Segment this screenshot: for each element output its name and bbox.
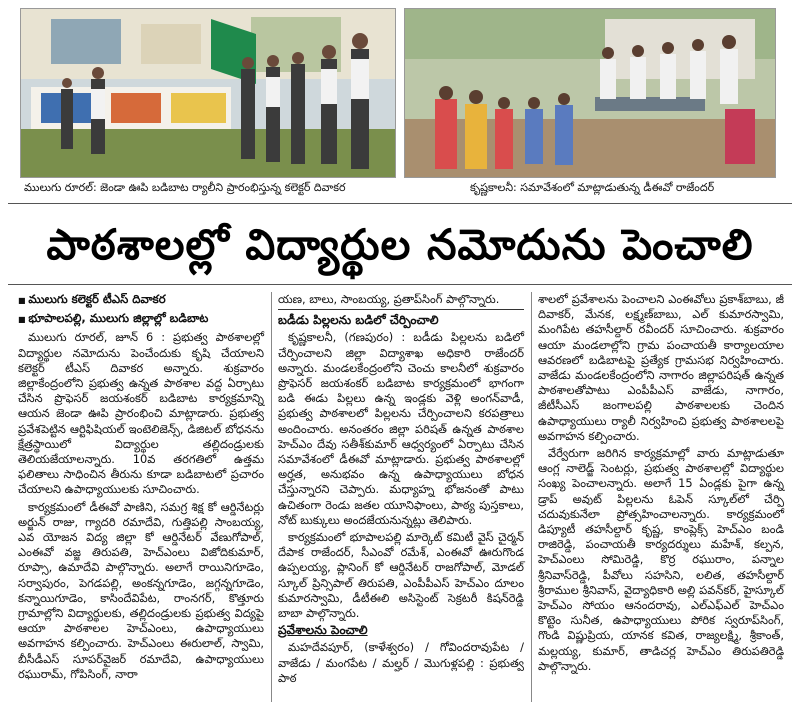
subheading: బడీడు పిల్లలను బడిలో చేర్పించాలి xyxy=(278,309,524,328)
subheading: ప్రవేశాలను పెంచాలి xyxy=(278,623,368,638)
paragraph: కార్యక్రమంలో డీఈవో పాణిని, సమగ్ర శిక్ష కో ఆర్డినేటర్లు అర్జున్‌ రాజు, గ్యాదరి రమాదేవి, గుత్తిపల్లి సాంబయ్య, ఎవ యోజన విద్య జిల్లా కో ఆర్డినేటర్‌ వేణుగోపాల్‌, ఎంఈవో వజ్జ తిరుపతి, హెచ్‌ఎంలు విజోదికుమార్‌, రూప్సా, ఉమాదేవి పాల్గొన్నారు. అలాగే రాయినిగూడెం, సర్వాపురం, పెగడపల్లి, అంకన్నగూడెం, జగ్గన్నగూడెం, కన్నాయిగూడెం, కాసిందేవిపేట, రాంనగర్‌, కొత్తూరు గ్రామాల్లోని విద్యార్థులకు, తల్లిదండ్రులకు ప్రభుత్వ విద్యపై ఆయా పాఠశాలల హెచ్‌ఎంలు, ఉపాధ్యాయులు అవగాహన కల్పించారు. హెచ్‌ఎంలు ఈరులాల్‌, స్వామి, బీసీడీఎస్‌ సూపర్‌వైజర్‌ రమాదేవి, ఉపాధ్యాయులు రఘురామ్‌, గోపిసింగ్‌, నారా xyxy=(18,499,264,681)
photo-rally xyxy=(20,8,396,178)
paragraph: కృష్ణకాలనీ, (గణపురం) : బడీడు పిల్లలను బడిలో చేర్పించాలని జిల్లా విద్యాశాఖ అధికారి రాజేందర్‌ అన్నారు. మండలకేంద్రంలోని చెంచు కాలనీలో శుక్రవారం ప్రొఫెసర్‌ జయశంకర్‌ బడిబాట కార్యక్రమంలో భాగంగా బడి ఈడు పిల్లలు ఉన్న ఇండ్లకు వెళ్లి అంగన్‌వాడీ, ప్రభుత్వ పాఠశాలలో పిల్లలను చేర్పించాలని కరపత్రాలు అందించారు. అనంతరం జిల్లా పరిషత్‌ ఉన్నత పాఠశాల హెచ్‌ఎం దేవు సతీశ్‌కుమార్‌ ఆధ్వర్యంలో ఏర్పాటు చేసిన సమావేశంలో డీఈవో మాట్లాడారు. ప్రభుత్వ పాఠశాలల్లో అర్హత, అనుభవం ఉన్న ఉపాధ్యాయులు బోధన చేస్తున్నారని చెప్పారు. మధ్యాహ్న భోజనంతో పాటు ఉచితంగా రెండు జతల యూనిఫాంలు, పాఠ్య పుస్తకాలు, నోట్‌ బుక్కులు అందజేయనున్నట్లు తెలిపారు. xyxy=(278,330,524,527)
paragraph: యణ, బాలు, సాంబయ్య, ప్రతాప్‌సింగ్‌ పాల్గొన్నారు. xyxy=(278,292,500,306)
photo-meeting-caption: కృష్ణకాలనీ: సమావేశంలో మాట్లాడుతున్న డీఈవో రాజేందర్‌ xyxy=(470,181,715,194)
article-column-2 xyxy=(278,292,524,688)
article-column-1 xyxy=(18,292,264,684)
paragraph: మహదేవపూర్‌, (కాళేశ్వరం) / గోవిందరావుపేట / వాజేడు / మంగపేట / మల్హర్‌ / మొగుళ్లపల్లి : ప్రభుత్వ పాఠ xyxy=(278,640,524,685)
headline-band xyxy=(8,203,792,285)
summary-bullet: ■ భూపాలపల్లి, ములుగు జిల్లాల్లో బడిబాట xyxy=(18,311,264,327)
paragraph: ములుగు రూరల్‌, జూన్‌ 6 : ప్రభుత్వ పాఠశాలల్లో విద్యార్థుల నమోదును పెంచేందుకు కృషి చేయాలని కలెక్టర్‌ టీఎస్‌ దివాకర అన్నారు. శుక్రవారం జిల్లాకేంద్రంలోని ప్రభుత్వ ఉన్నత పాఠశాల వద్ద ఏర్పాటు చేసిన ప్రొఫెసర్‌ జయశంకర్‌ బడిబాట కార్యక్రమాన్ని ఆయన జెండా ఊపి ప్రారంభించి మాట్లాడారు. ప్రభుత్వ ప్రవేశపెట్టిన ఆర్టిఫిషియల్‌ ఇంటెలిజెన్స్‌, డిజిటల్‌ బోధనను క్షేత్రస్థాయిలో విద్యార్థుల తల్లిదండ్రులకు తెలియజేయాలన్నారు. 10వ తరగతిలో ఉత్తమ ఫలితాలు సాధించిన తీరును కూడా బడిబాటలో ప్రచారం చేయాలని ఉపాధ్యాయులకు సూచించారు. xyxy=(18,330,264,497)
paragraph: శాలలో ప్రవేశాలను పెంచాలని ఎంఈవోలు ప్రకాశ్‌బాబు, జీ దివాకర్‌, మేనక, లక్ష్మణ్‌బాబు, ఎల్‌ కుమారస్వామి, మంగిపేట తహసీల్దార్‌ రవీందర్‌ సూచించారు. శుక్రవారం ఆయా మండలాల్లోని గ్రామ పంచాయతీ కార్యాలయాల ఆవరణలో బడిబాటపై ప్రత్యేక గ్రామసభ నిర్వహించారు. వాజేడు మండలకేంద్రంలోని నాగారం జిల్లాపరిషత్‌ ఉన్నత పాఠశాలతోపాటు ఎంపీపీఎస్‌ వాజేడు, నాగారం, జీటీసీఎస్‌ జంగాలపల్లి పాఠశాలలకు చెందిన ఉపాధ్యాయులు ర్యాలీ నిర్వహించి ప్రభుత్వ పాఠశాలలపై అవగాహన కల్పించారు. xyxy=(538,292,784,443)
column-divider xyxy=(271,292,272,702)
paragraph: వేర్వేరుగా జరిగిన కార్యక్రమాల్లో వారు మాట్లాడుతూ ఆంగ్ల నాలెడ్జ్‌ సెంటర్లు, ప్రభుత్వ పాఠశాలల్లో విద్యార్థుల సంఖ్య పెంచాలన్నారు. అలాగే 15 ఏండ్లకు పైగా ఉన్న డ్రాప్‌ అవుట్‌ పిల్లలను ఓపెన్‌ స్కూల్‌లో చేర్పి చదువుకునేలా ప్రోత్సహించాలన్నారు. కార్యక్రమంలో డిప్యూటీ తహసీల్దార్‌ కృష్ణ, కాంప్లెక్స్‌ హెచ్‌ఎం బండి రాజిరెడ్డి, పంచాయతీ కార్యదర్శులు మహేశ్‌, కల్పన, హెచ్‌ఎంలు సోమిరెడ్డి, కొర్ర రఘురాం, పన్నాల శ్రీనివాస్‌రెడ్డి, పీవోలు సహసిని, లలిత, తహసీల్దార్‌ శ్రీరాముల శ్రీనివాస్‌, వైద్యాధికారి అల్లి పవన్‌కర్‌, హైస్కూల్‌ హెచ్‌ఎం సోయం ఆనందరావు, ఎల్‌ఎఫ్‌ఎల్‌ హెచ్‌ఎం కొట్టెం సునీత, ఉపాధ్యాయులు పోరిక స్వరూప్‌సింగ్‌, గొండి విష్ణుప్రియ, యానక కవిత, రాజ్యలక్ష్మి, శ్రీకాంత్‌, మల్లయ్య, కుమార్‌, తాడిచర్ల హెచ్‌ఎం తిరుపతిరెడ్డి పాల్గొన్నారు. xyxy=(538,446,784,673)
paragraph: కార్యక్రమంలో భూపాలపల్లి మార్కెట్‌ కమిటీ వైస్‌ చైర్మన్‌ దేపాక రాజేందర్‌, సీఎంవో రమేశ్‌, ఎంఈవో ఊరుగొండ ఉప్పలయ్య, ప్లానింగ్‌ కో ఆర్డినేటర్‌ రాజగోపాల్‌, మోడల్‌ స్కూల్‌ ప్రిన్సిపాల్‌ తిరుపతి, ఎంపీపీఎస్‌ హెచ్‌ఎం దూలం కుమారస్వామి, డీటీఈలి అసిస్టెంట్‌ సెక్రటరీ కిషన్‌రెడ్డి బాబా పాల్గొన్నారు. xyxy=(278,530,524,621)
meeting-photo-illustration xyxy=(405,9,775,177)
photo-rally-caption: ములుగు రూరల్‌: జెండా ఊపి బడిబాట ర్యాలీని ప్రారంభిస్తున్న కలెక్టర్‌ దివాకర xyxy=(24,181,346,194)
rally-photo-illustration xyxy=(21,9,395,177)
photo-meeting xyxy=(404,8,776,178)
summary-bullet: ■ ములుగు కలెక్టర్‌ టీఎస్‌ దివాకర xyxy=(18,292,264,308)
headline: పాఠశాలల్లో విద్యార్థుల నమోదును పెంచాలి xyxy=(46,220,754,269)
column-divider xyxy=(531,292,532,702)
article-column-3 xyxy=(538,292,784,676)
